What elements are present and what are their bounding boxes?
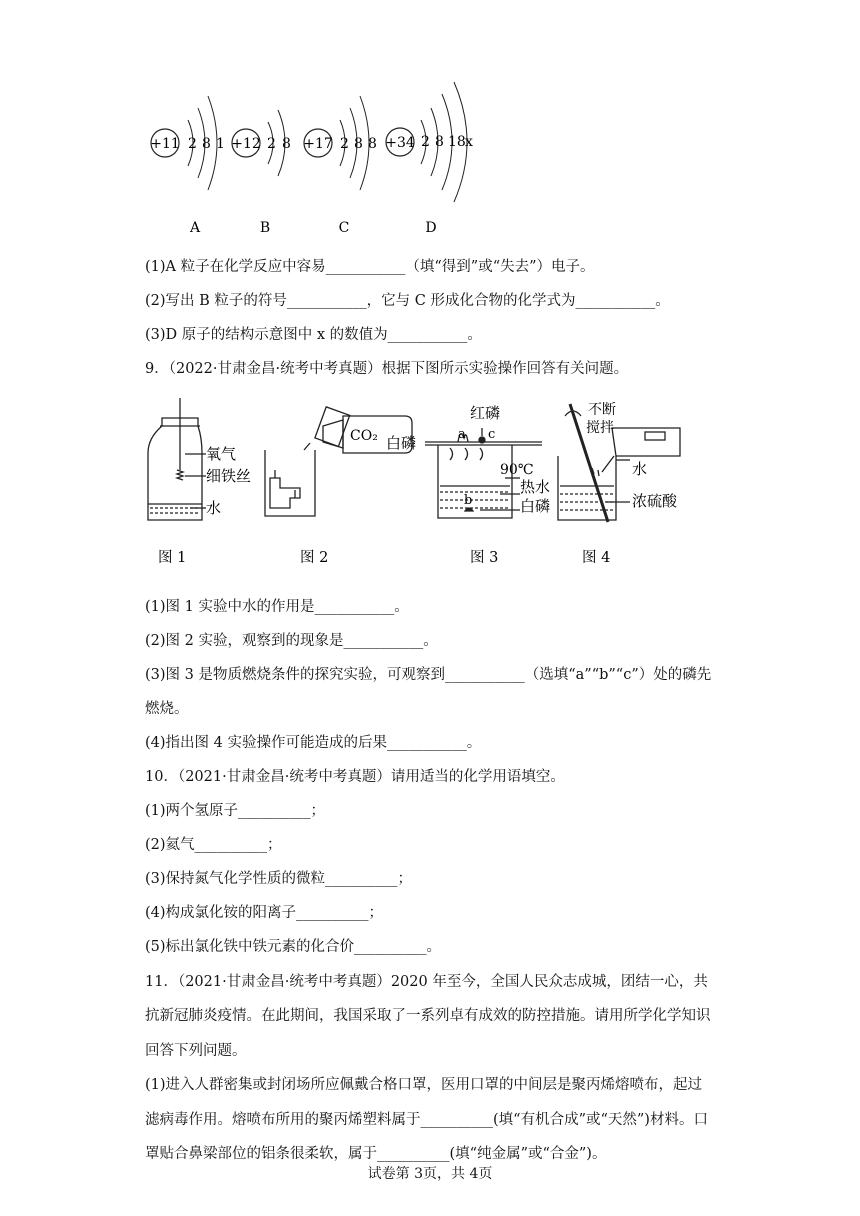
q10-part3: (3)保持氮气化学性质的微粒__________； <box>145 871 413 887</box>
figure-4-caption: 图 4 <box>582 550 611 566</box>
q8-part1: (1)A 粒子在化学反应中容易___________（填“得到”或“失去”）电子。 <box>145 259 595 275</box>
q9-part3a: (3)图 3 是物质燃烧条件的探究实验，可观察到___________（选填“a”“b”“c”）处的磷先 <box>145 667 712 683</box>
figure-1-iron-wire <box>148 398 206 520</box>
atom-d-shell-3: 18 <box>448 134 466 150</box>
figure-3-caption: 图 3 <box>470 550 499 566</box>
atom-b-nucleus: +12 <box>231 136 261 152</box>
figure-3-white-phosphorus-bottom-label: 白磷 <box>520 497 551 515</box>
figure-4-acid-label: 浓硫酸 <box>632 492 678 510</box>
figure-3-white-phosphorus-top-label: 白磷 <box>386 434 417 452</box>
q10-part1: (1)两个氢原子__________； <box>145 803 326 819</box>
figure-2-co2-pour <box>265 407 412 516</box>
q10-part2: (2)氦气__________； <box>145 837 282 853</box>
figure-1-caption: 图 1 <box>158 550 187 566</box>
q9-part4: (4)指出图 4 实验操作可能造成的后果___________。 <box>145 735 482 751</box>
figure-2-gas-label: CO₂ <box>350 428 378 444</box>
atom-a-nucleus: +11 <box>150 136 180 152</box>
figure-4-stir-label-1: 不断 <box>588 402 616 418</box>
q9-part2: (2)图 2 实验，观察到的现象是___________。 <box>145 633 438 649</box>
figure-1-wire-label: 细铁丝 <box>206 467 252 485</box>
figure-3-hot-water-label: 热水 <box>520 478 551 496</box>
q10-part5: (5)标出氯化铁中铁元素的化合价__________。 <box>145 939 442 955</box>
atom-structure-diagram <box>140 80 500 240</box>
q11-line4: (1)进入人群密集或封闭场所应佩戴合格口罩，医用口罩的中间层是聚丙烯熔喷布，起过 <box>145 1077 703 1093</box>
atom-a-shell-1: 2 <box>188 136 197 152</box>
q9-part3b: 燃烧。 <box>145 701 189 717</box>
figure-4-stir-label-2: 搅拌 <box>586 420 614 436</box>
figure-1-oxygen-label: 氧气 <box>206 445 237 463</box>
q9-part1: (1)图 1 实验中水的作用是___________。 <box>145 599 409 615</box>
atom-b-shell-1: 2 <box>267 136 276 152</box>
atom-c-shell-3: 8 <box>368 136 377 152</box>
q8-part2: (2)写出 B 粒子的符号___________，它与 C 形成化合物的化学式为___________。 <box>145 293 670 309</box>
atom-a-shell-3: 1 <box>216 136 225 152</box>
q11-line3: 回答下列问题。 <box>145 1043 247 1059</box>
atom-c-shell-1: 2 <box>340 136 349 152</box>
atom-a-label: A <box>189 220 201 236</box>
atom-b <box>231 110 291 236</box>
q11-line2: 抗新冠肺炎疫情。在此期间，我国采取了一系列卓有成效的防控措施。请用所学化学知识 <box>145 1008 711 1024</box>
atom-d <box>385 82 473 236</box>
figure-4-water-label: 水 <box>632 460 648 478</box>
q11-line6: 罩贴合鼻梁部位的铝条很柔软，属于__________(填“纯金属”或“合金”)。 <box>145 1146 607 1162</box>
q11-line1: 11．（2021·甘肃金昌·统考中考真题）2020 年至今，全国人民众志成城，团结一心，共 <box>145 974 708 990</box>
q10-title: 10．（2021·甘肃金昌·统考中考真题）请用适当的化学用语填空。 <box>145 769 565 785</box>
atom-d-shell-4: x <box>465 134 473 150</box>
q11-line5: 滤病毒作用。熔喷布所用的聚丙烯塑料属于__________(填“有机合成”或“天然”)材料。口 <box>145 1112 708 1128</box>
figure-3-c-label: c <box>488 427 496 442</box>
atom-b-shell-2: 8 <box>282 136 291 152</box>
figure-3-a-label: a <box>458 427 466 442</box>
figure-3-temp-label: 90℃ <box>500 462 534 478</box>
atom-c-label: C <box>338 220 350 236</box>
atom-d-label: D <box>425 220 437 236</box>
figure-3-red-phosphorus-label: 红磷 <box>470 404 501 422</box>
figure-3-b-label: b <box>464 493 473 508</box>
q8-part3: (3)D 原子的结构示意图中 x 的数值为___________。 <box>145 327 482 343</box>
atom-c-shell-2: 8 <box>354 136 363 152</box>
atom-d-shell-1: 2 <box>421 134 430 150</box>
atom-c <box>303 96 377 236</box>
q10-part4: (4)构成氯化铵的阳离子__________； <box>145 905 384 921</box>
experiment-figures <box>140 398 720 573</box>
atom-d-nucleus: +34 <box>385 135 415 151</box>
q9-title: 9．（2022·甘肃金昌·统考中考真题）根据下图所示实验操作回答有关问题。 <box>145 361 629 377</box>
atom-a <box>150 96 225 236</box>
atom-b-label: B <box>259 220 271 236</box>
figure-2-caption: 图 2 <box>300 550 329 566</box>
atom-d-shell-2: 8 <box>435 134 444 150</box>
figure-1-water-label: 水 <box>206 499 222 517</box>
atom-c-nucleus: +17 <box>303 136 333 152</box>
atom-a-shell-2: 8 <box>202 136 211 152</box>
page-footer: 试卷第 3页，共 4页 <box>367 1166 493 1182</box>
